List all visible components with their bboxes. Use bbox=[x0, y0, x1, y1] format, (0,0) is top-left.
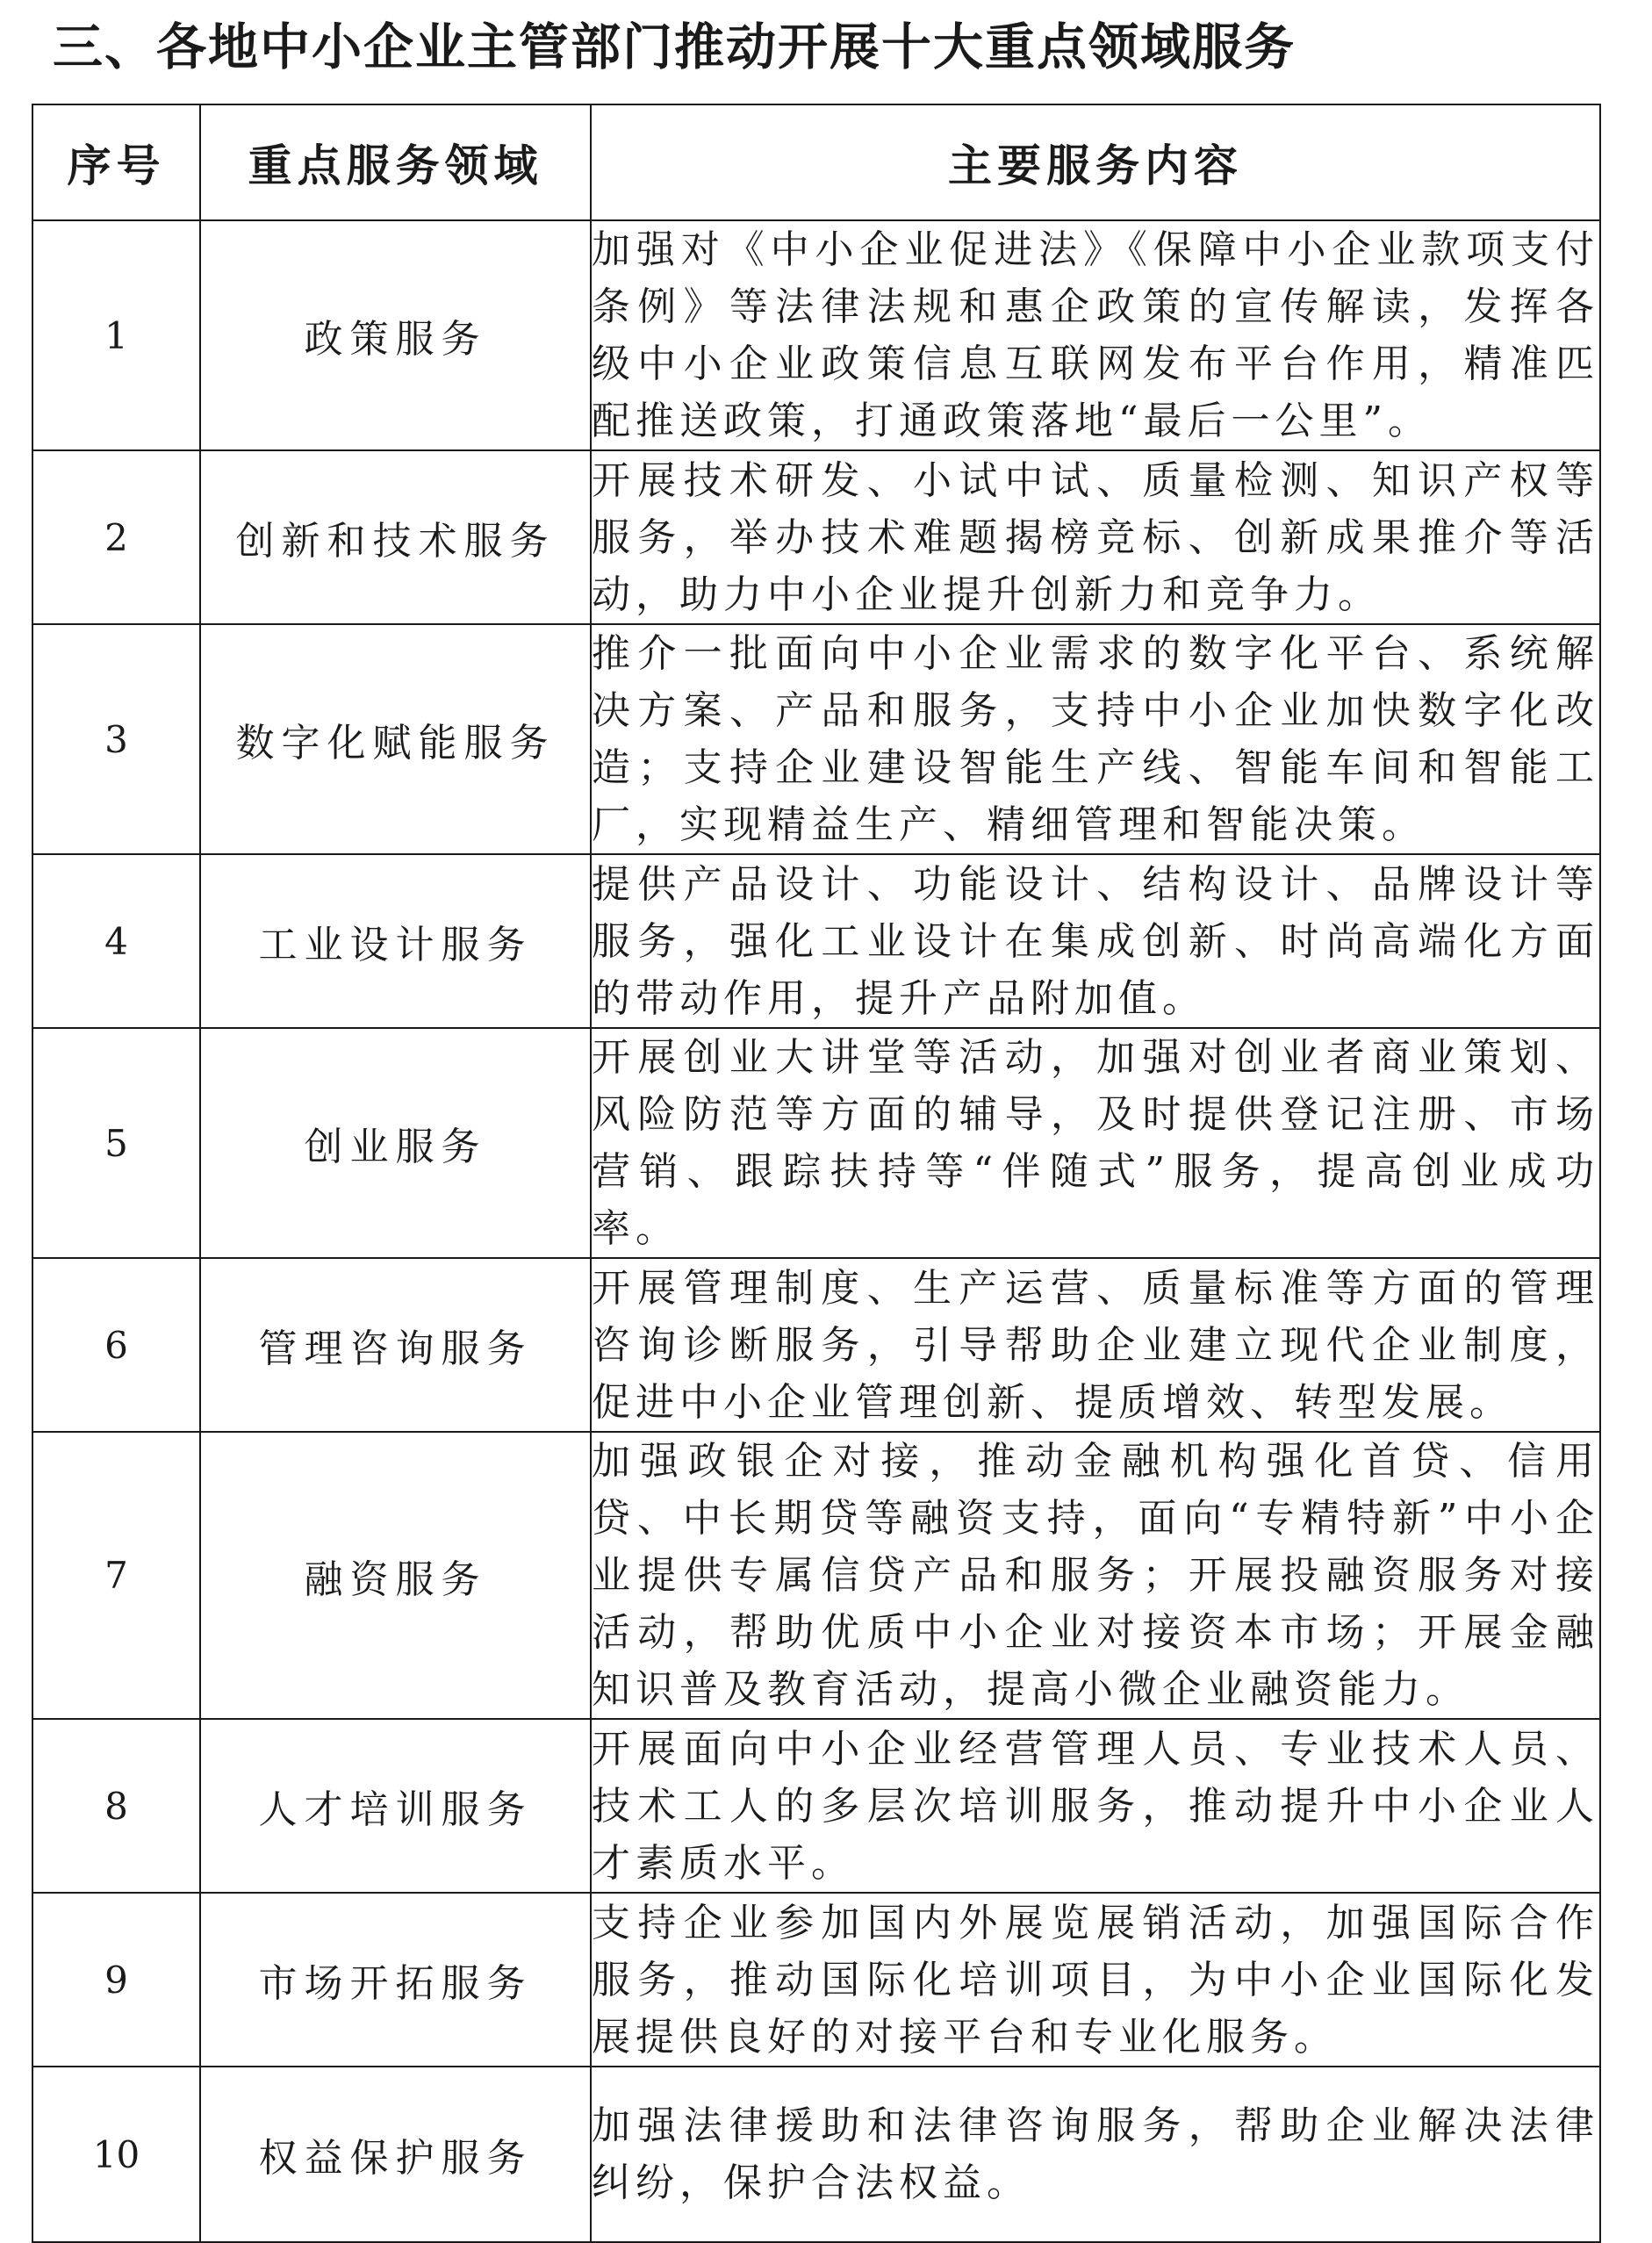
row-index: 4 bbox=[32, 854, 200, 1028]
table-row bbox=[32, 450, 1600, 624]
table-row bbox=[32, 624, 1600, 854]
row-index: 3 bbox=[32, 624, 200, 854]
table-row bbox=[32, 854, 1600, 1028]
table-row bbox=[32, 1893, 1600, 2067]
table-row bbox=[32, 1258, 1600, 1432]
row-index: 10 bbox=[32, 2067, 200, 2242]
row-content bbox=[591, 1258, 1600, 1432]
table-header-row bbox=[32, 104, 1600, 220]
row-content-text: 推介一批面向中小企业需求的数字化平台、系统解决方案、产品和服务，支持中小企业加快数字化改造；支持企业建设智能生产线、智能车间和智能工厂，实现精益生产、精细管理和智能决策。 bbox=[592, 631, 1599, 847]
table-row bbox=[32, 220, 1600, 450]
row-content-text: 开展管理制度、生产运营、质量标准等方面的管理咨询诊断服务，引导帮助企业建立现代企业制度，促进中小企业管理创新、提质增效、转型发展。 bbox=[592, 1265, 1599, 1425]
row-index: 5 bbox=[32, 1028, 200, 1258]
section-title: 三、各地中小企业主管部门推动开展十大重点领域服务 bbox=[53, 18, 1296, 76]
row-index: 2 bbox=[32, 450, 200, 624]
row-field: 创新和技术服务 bbox=[200, 450, 591, 624]
row-content-text: 加强对《中小企业促进法》《保障中小企业款项支付条例》等法律法规和惠企政策的宣传解读，发挥各级中小企业政策信息互联网发布平台作用，精准匹配推送政策，打通政策落地“最后一公里”。 bbox=[592, 227, 1599, 443]
row-content-text: 开展技术研发、小试中试、质量检测、知识产权等服务，举办技术难题揭榜竞标、创新成果推介等活动，助力中小企业提升创新力和竞争力。 bbox=[592, 457, 1599, 617]
row-content-text: 支持企业参加国内外展览展销活动，加强国际合作服务，推动国际化培训项目，为中小企业国际化发展提供良好的对接平台和专业化服务。 bbox=[592, 1900, 1599, 2060]
table-row bbox=[32, 2067, 1600, 2242]
row-content bbox=[591, 2067, 1600, 2242]
row-content bbox=[591, 854, 1600, 1028]
row-field: 权益保护服务 bbox=[200, 2067, 591, 2242]
row-field: 融资服务 bbox=[200, 1432, 591, 1719]
row-content-text: 加强法律援助和法律咨询服务，帮助企业解决法律纠纷，保护合法权益。 bbox=[592, 2103, 1599, 2205]
table-row bbox=[32, 1719, 1600, 1893]
row-content bbox=[591, 624, 1600, 854]
row-field: 人才培训服务 bbox=[200, 1719, 591, 1893]
row-content bbox=[591, 1893, 1600, 2067]
row-index: 1 bbox=[32, 220, 200, 450]
row-field: 管理咨询服务 bbox=[200, 1258, 591, 1432]
table-row bbox=[32, 1432, 1600, 1719]
row-content-text: 开展面向中小企业经营管理人员、专业技术人员、技术工人的多层次培训服务，推动提升中小企业人才素质水平。 bbox=[592, 1726, 1599, 1886]
row-content bbox=[591, 1719, 1600, 1893]
row-field: 市场开拓服务 bbox=[200, 1893, 591, 2067]
row-content-text: 提供产品设计、功能设计、结构设计、品牌设计等服务，强化工业设计在集成创新、时尚高端化方面的带动作用，提升产品附加值。 bbox=[592, 861, 1599, 1021]
row-field: 创业服务 bbox=[200, 1028, 591, 1258]
row-index: 9 bbox=[32, 1893, 200, 2067]
table-row bbox=[32, 1028, 1600, 1258]
row-content-text: 加强政银企对接，推动金融机构强化首贷、信用贷、中长期贷等融资支持，面向“专精特新”中小企业提供专属信贷产品和服务；开展投融资服务对接活动，帮助优质中小企业对接资本市场；开展金融知识普及教育活动，提高小微企业融资能力。 bbox=[592, 1439, 1599, 1712]
row-field: 政策服务 bbox=[200, 220, 591, 450]
row-content bbox=[591, 220, 1600, 450]
row-content-text: 开展创业大讲堂等活动，加强对创业者商业策划、风险防范等方面的辅导，及时提供登记注册、市场营销、跟踪扶持等“伴随式”服务，提高创业成功率。 bbox=[592, 1035, 1599, 1251]
row-index: 6 bbox=[32, 1258, 200, 1432]
services-table bbox=[32, 104, 1601, 2243]
row-content bbox=[591, 1432, 1600, 1719]
header-field: 重点服务领域 bbox=[200, 104, 591, 220]
row-index: 7 bbox=[32, 1432, 200, 1719]
row-index: 8 bbox=[32, 1719, 200, 1893]
row-content bbox=[591, 450, 1600, 624]
header-content: 主要服务内容 bbox=[591, 104, 1600, 220]
row-field: 数字化赋能服务 bbox=[200, 624, 591, 854]
row-content bbox=[591, 1028, 1600, 1258]
header-index: 序号 bbox=[32, 104, 200, 220]
row-field: 工业设计服务 bbox=[200, 854, 591, 1028]
